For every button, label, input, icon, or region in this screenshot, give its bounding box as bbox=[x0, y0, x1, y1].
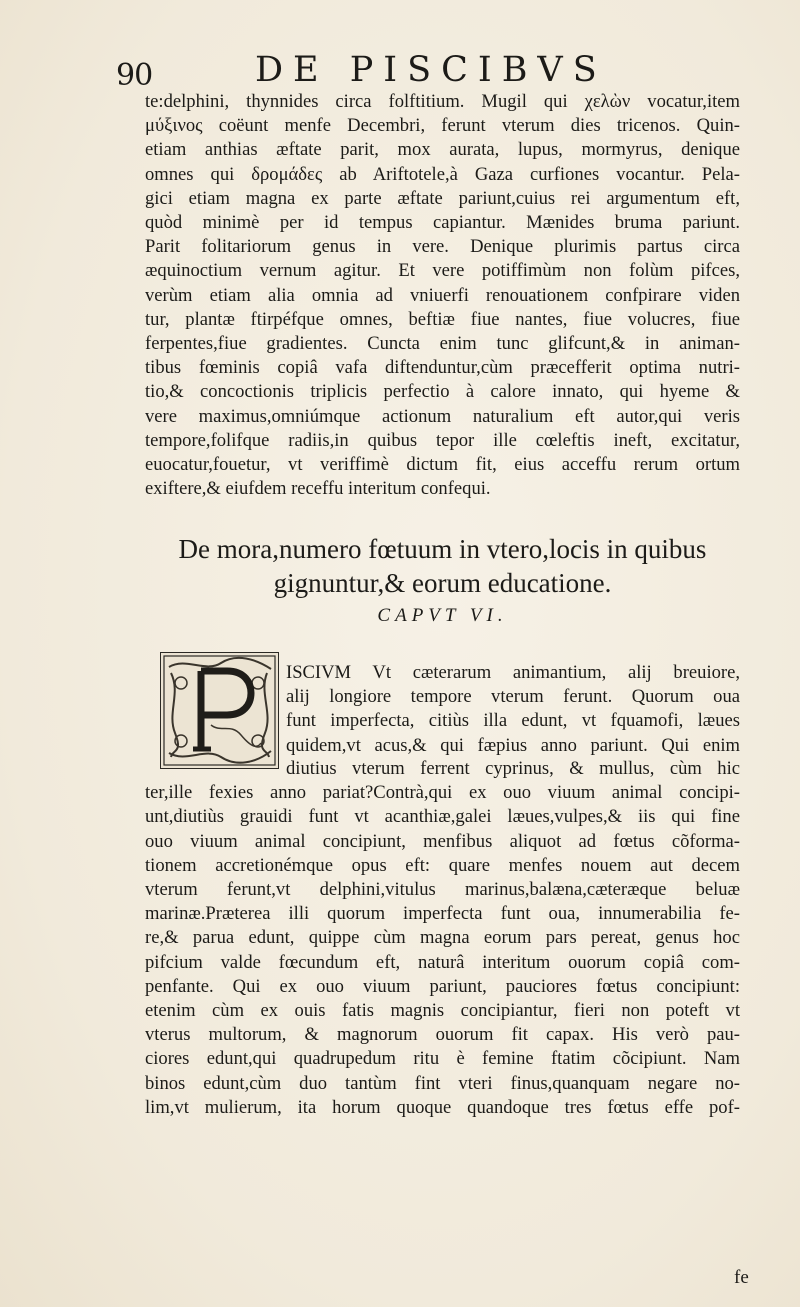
heading-line: De mora,numero fœtuum in vtero,locis in quibus bbox=[178, 534, 707, 564]
text-line: Parit folitariorum genus in vere. Denique plurimis partus circa bbox=[145, 236, 740, 258]
catchword: fe bbox=[734, 1267, 749, 1288]
text-line: lim,vt mulierum, ita horum quoque quandoque tres fœtus effe pof- bbox=[145, 1096, 740, 1118]
page-number: 90 bbox=[116, 58, 153, 93]
text-line: ter,ille fexies anno pariat?Contrà,qui ex ouo viuum animal concipi- bbox=[145, 782, 740, 804]
text-line: euocatur,fouetur, vt veriffimè dictum fit, eius acceffu rerum ortum bbox=[145, 454, 740, 476]
text-line: te:delphini, thynnides circa folftitium. Mugil qui χελὼν vocatur,item bbox=[145, 91, 740, 112]
text-line: tionem accretionémque opus eft: quare menfes nouem aut decem bbox=[145, 854, 740, 876]
running-head: DE PISCIBVS bbox=[255, 50, 607, 90]
text-line: unt,diutiùs grauidi funt vt acanthiæ,galei læues,vulpes,& iis qui fine bbox=[145, 806, 740, 828]
heading-line: gignuntur,& eorum educatione. bbox=[273, 568, 612, 598]
text-line: tur, plantæ ftirpéfque omnes, beftiæ fiue nantes, fiue volucres, fiue bbox=[145, 308, 740, 330]
text-line: marinæ.Præterea illi quorum imperfecta funt oua, innumerabilia fe- bbox=[145, 903, 740, 925]
text-line: vere maximus,omniúmque actionum naturalium eft autor,qui veris bbox=[145, 405, 740, 427]
text-line: tempore,folifque radiis,in quibus tepor ille cœleftis ineft, excitatur, bbox=[145, 429, 740, 451]
text-line: vterus multorum, & magnorum ouorum fit capax. His verò pau- bbox=[145, 1024, 740, 1046]
text-line: tibus fœminis copiâ vafa diftenduntur,cùm præcefferit optima nutri- bbox=[145, 357, 740, 379]
text-line: pifcium valde fœcundum eft, naturâ interitum ouorum copiâ com- bbox=[145, 951, 740, 973]
text-line: μύξινος coëunt menfe Decembri, ferunt vterum dies tricenos. Quin- bbox=[145, 115, 740, 137]
text-line: gici etiam magna ex parte æftate pariunt,cuius rei argumentum eft, bbox=[145, 187, 740, 209]
text-line: ciores edunt,qui quadrupedum ritu è femine ftatim cõcipiunt. Nam bbox=[145, 1048, 740, 1070]
text-line: ferpentes,fiue gradientes. Cuncta enim tunc glifcunt,& in animan- bbox=[145, 333, 740, 355]
chapter-heading bbox=[145, 532, 740, 600]
text-line: etenim cùm ex ouis fatis magnis concipiantur, fieri non poteft vt bbox=[145, 1000, 740, 1022]
text-line: binos edunt,cùm duo tantùm fint vteri finus,quanquam negare no- bbox=[145, 1072, 740, 1094]
text-line: penfante. Qui ex ouo viuum pariunt, pauciores fœtus concipiunt: bbox=[145, 975, 740, 997]
text-line: verùm etiam alia omnia ad vniuerfi renouationem confpirare viden bbox=[145, 284, 740, 306]
text-line: ISCIVM Vt cæterarum animantium, alij breuiore, bbox=[286, 662, 740, 683]
text-line: vterum ferunt,vt delphini,vitulus marinus,balæna,cæteræque beluæ bbox=[145, 879, 740, 901]
text-line: tio,& concoctionis triplicis perfectio à calore innato, qui hyeme & bbox=[145, 381, 740, 403]
paragraph-text bbox=[286, 661, 740, 758]
text-line: alij longiore tempore vterum ferunt. Quorum oua bbox=[286, 686, 740, 708]
text-line: diutius vterum ferrent cyprinus, & mullus, cùm hic bbox=[286, 758, 740, 779]
paragraph-text bbox=[145, 90, 740, 501]
text-line: quidem,vt acus,& qui fæpius anno pariunt. Qui enim bbox=[286, 734, 740, 756]
text-line: funt imperfecta, citiùs illa edunt, vt fquamofi, læues bbox=[286, 710, 740, 732]
chapter-label: CAPVT VI. bbox=[377, 605, 508, 626]
decorated-initial bbox=[160, 652, 279, 769]
text-line: etiam anthias æftate parit, mox aurata, lupus, mormyrus, denique bbox=[145, 139, 740, 161]
text-line: æquinoctium vernum agitur. Et vere potiffimùm non folùm pifces, bbox=[145, 260, 740, 282]
paragraph-text bbox=[145, 757, 740, 1120]
text-line: exiftere,& eiufdem receffu interitum confequi. bbox=[145, 478, 491, 500]
text-line: ouo viuum animal concipiunt, menfibus aliquot ad fœtus cõforma- bbox=[145, 830, 740, 852]
text-line: quòd minimè per id tempus capiantur. Mænides bruma pariunt. bbox=[145, 212, 740, 234]
ornamental-initial-icon bbox=[161, 653, 278, 768]
text-line: re,& parua edunt, quippe cùm magna eorum pars pereat, genus hoc bbox=[145, 927, 740, 949]
text-line: omnes qui δρομάδες ab Ariftotele,à Gaza curfiones vocantur. Pela- bbox=[145, 163, 740, 185]
